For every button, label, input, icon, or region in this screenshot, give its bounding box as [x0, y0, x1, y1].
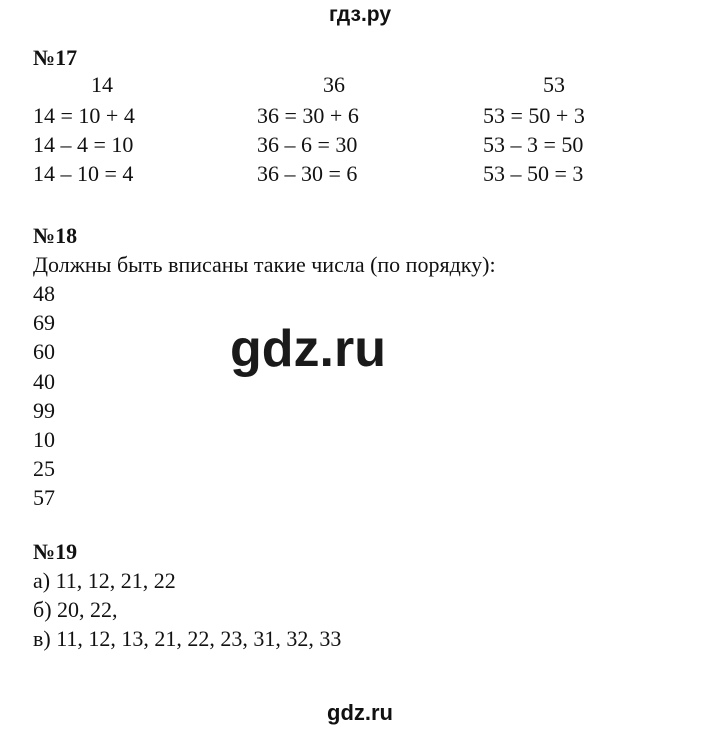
task18-number: 69 — [33, 310, 55, 336]
task17-col2-line1: 36 = 30 + 6 — [257, 103, 359, 128]
task18-number: 25 — [33, 456, 55, 482]
task18-number: 60 — [33, 339, 55, 365]
task18-heading: №18 — [33, 223, 78, 248]
task17-col1-line1: 14 = 10 + 4 — [33, 103, 135, 128]
task19-item-b: б) 20, 22, — [33, 597, 118, 622]
task17-col2-line2: 36 – 6 = 30 — [257, 132, 358, 157]
site-footer: gdz.ru — [327, 700, 393, 725]
watermark-logo: gdz.ru — [230, 320, 386, 378]
task17-col3-number: 53 — [543, 72, 565, 97]
task18-number: 40 — [33, 368, 55, 394]
task18-number: 57 — [33, 485, 55, 511]
task19-item-a: а) 11, 12, 21, 22 — [33, 568, 176, 593]
task17-col1-line3: 14 – 10 = 4 — [33, 161, 134, 186]
task17-col3-line1: 53 = 50 + 3 — [483, 103, 585, 128]
task17-col3-line3: 53 – 50 = 3 — [483, 161, 584, 186]
task17-col3-line2: 53 – 3 = 50 — [483, 132, 584, 157]
task17-col2-number: 36 — [323, 72, 345, 97]
task18-number-list — [33, 279, 55, 513]
task17-col1-number: 14 — [91, 72, 113, 97]
task18-number: 10 — [33, 426, 55, 452]
site-header: гдз.ру — [328, 3, 392, 26]
task17-heading: №17 — [33, 45, 78, 70]
task17-col2-line3: 36 – 30 = 6 — [257, 161, 358, 186]
task18-intro: Должны быть вписаны такие числа (по порядку): — [33, 252, 496, 277]
task18-number: 48 — [33, 281, 55, 306]
task19-heading: №19 — [33, 539, 78, 564]
task17-col1-line2: 14 – 4 = 10 — [33, 132, 134, 157]
task19-item-c: в) 11, 12, 13, 21, 22, 23, 31, 32, 33 — [33, 626, 342, 651]
task18-number: 99 — [33, 397, 55, 423]
